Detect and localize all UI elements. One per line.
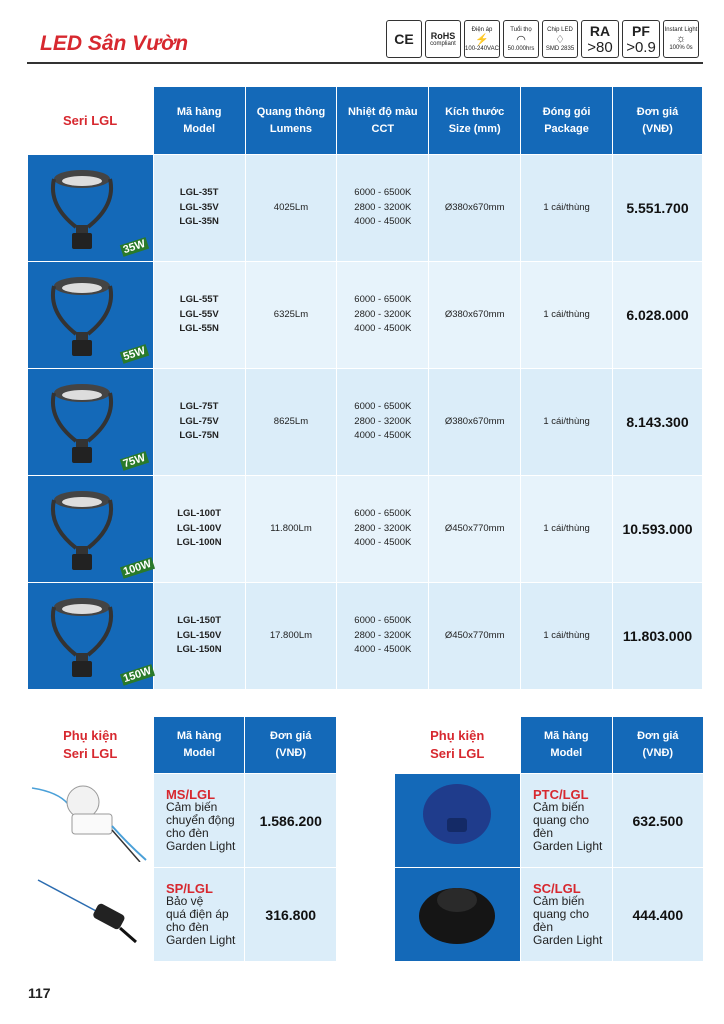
package-cell: 1 cái/thùng <box>521 476 613 583</box>
table-row <box>28 155 703 262</box>
accessory-description <box>153 868 244 962</box>
accessory-price: 632.500 <box>612 774 703 868</box>
lumens-cell: 8625Lm <box>245 369 337 476</box>
accessory-code: MS/LGL <box>165 787 216 802</box>
header-price: Đơn giá (VNĐ) <box>612 87 702 155</box>
header-cct: Nhiệt độ màu CCT <box>337 87 429 155</box>
lumens-cell: 4025Lm <box>245 155 337 262</box>
model-cell: LGL-75T LGL-75V LGL-75N <box>153 369 245 476</box>
accessory-code: SC/LGL <box>532 881 581 896</box>
accessory-code: PTC/LGL <box>532 787 589 802</box>
cct-cell: 6000 - 6500K 2800 - 3200K 4000 - 4500K <box>337 476 429 583</box>
product-table <box>27 86 703 690</box>
accessories-seri-label: Phụ kiện Seri LGL <box>395 717 521 774</box>
size-cell: Ø450x770mm <box>429 476 521 583</box>
garden-lamp-icon <box>42 272 122 362</box>
motion-sensor-image <box>28 774 154 868</box>
photocell-cap-image <box>395 868 521 962</box>
price-cell: 6.028.000 <box>612 262 702 369</box>
accessory-code: SP/LGL <box>165 881 213 896</box>
cct-cell: 6000 - 6500K 2800 - 3200K 4000 - 4500K <box>337 583 429 690</box>
package-cell: 1 cái/thùng <box>521 369 613 476</box>
wattage-label: 55W <box>121 344 147 364</box>
product-image <box>28 262 154 369</box>
header-price: Đơn giá (VNĐ) <box>612 717 703 774</box>
product-image <box>28 369 154 476</box>
lifetime-icon: Tuổi thọ ◠ 50.000hrs <box>503 20 539 58</box>
product-image <box>28 583 154 690</box>
table-row <box>28 583 703 690</box>
accessory-description <box>520 774 612 868</box>
wattage-label: 75W <box>121 451 147 471</box>
header-size: Kích thước Size (mm) <box>429 87 521 155</box>
header-package: Đóng gói Package <box>521 87 613 155</box>
size-cell: Ø450x770mm <box>429 583 521 690</box>
accessory-text: Cảm biến quang cho đèn Garden Light <box>532 894 603 947</box>
price-cell: 11.803.000 <box>612 583 702 690</box>
cct-cell: 6000 - 6500K 2800 - 3200K 4000 - 4500K <box>337 369 429 476</box>
certification-badges <box>386 20 699 58</box>
header-lumens: Quang thông Lumens <box>245 87 337 155</box>
table-row <box>28 262 703 369</box>
rohs-icon: RoHS compliant <box>425 20 461 58</box>
product-image <box>28 476 154 583</box>
accessory-price: 316.800 <box>245 868 337 962</box>
ra-icon: RA >80 <box>581 20 619 58</box>
accessory-text: Cảm biến chuyển động cho đèn Garden Light <box>165 800 236 853</box>
product-image <box>28 155 154 262</box>
package-cell: 1 cái/thùng <box>521 262 613 369</box>
package-cell: 1 cái/thùng <box>521 583 613 690</box>
model-cell: LGL-35T LGL-35V LGL-35N <box>153 155 245 262</box>
model-cell: LGL-100T LGL-100V LGL-100N <box>153 476 245 583</box>
page-number: 117 <box>28 985 51 1001</box>
accessory-description <box>153 774 244 868</box>
lumens-cell: 6325Lm <box>245 262 337 369</box>
size-cell: Ø380x670mm <box>429 155 521 262</box>
price-cell: 8.143.300 <box>612 369 702 476</box>
price-cell: 5.551.700 <box>612 155 702 262</box>
header-price: Đơn giá (VNĐ) <box>245 717 337 774</box>
accessory-text: Bảo vệ quá điện áp cho đèn Garden Light <box>165 894 236 947</box>
title-divider <box>27 62 703 64</box>
package-cell: 1 cái/thùng <box>521 155 613 262</box>
ce-icon: CE <box>386 20 422 58</box>
accessories-table-left <box>27 716 337 962</box>
wattage-label: 35W <box>121 237 147 257</box>
chip-icon: Chip LED ♢ SMD 2835 <box>542 20 578 58</box>
seri-label: Seri LGL <box>28 87 154 155</box>
voltage-icon: Điện áp ⚡ 100-240VAC <box>464 20 500 58</box>
accessory-description <box>520 868 612 962</box>
price-cell: 10.593.000 <box>612 476 702 583</box>
page-title: LED Sân Vườn <box>40 32 189 55</box>
table-row <box>28 476 703 583</box>
accessories-seri-label: Phụ kiện Seri LGL <box>28 717 154 774</box>
cct-cell: 6000 - 6500K 2800 - 3200K 4000 - 4500K <box>337 262 429 369</box>
garden-lamp-icon <box>42 165 122 255</box>
accessory-price: 444.400 <box>612 868 703 962</box>
instant-light-icon: Instant Light ☼ 100% 0s <box>663 20 699 58</box>
accessory-text: Cảm biến quang cho đèn Garden Light <box>532 800 603 853</box>
wattage-label: 150W <box>121 664 153 686</box>
pf-icon: PF >0.9 <box>622 20 660 58</box>
lumens-cell: 17.800Lm <box>245 583 337 690</box>
wattage-label: 100W <box>121 557 153 579</box>
header-model: Mã hàng Model <box>153 717 244 774</box>
model-cell: LGL-55T LGL-55V LGL-55N <box>153 262 245 369</box>
garden-lamp-icon <box>42 593 122 683</box>
size-cell: Ø380x670mm <box>429 369 521 476</box>
surge-protector-image <box>28 868 154 962</box>
accessories-table-right <box>394 716 704 962</box>
size-cell: Ø380x670mm <box>429 262 521 369</box>
garden-lamp-icon <box>42 379 122 469</box>
photocell-sensor-image <box>395 774 521 868</box>
model-cell: LGL-150T LGL-150V LGL-150N <box>153 583 245 690</box>
accessory-price: 1.586.200 <box>245 774 337 868</box>
header-model: Mã hàng Model <box>520 717 612 774</box>
header-model: Mã hàng Model <box>153 87 245 155</box>
lumens-cell: 11.800Lm <box>245 476 337 583</box>
cct-cell: 6000 - 6500K 2800 - 3200K 4000 - 4500K <box>337 155 429 262</box>
garden-lamp-icon <box>42 486 122 576</box>
table-row <box>28 369 703 476</box>
